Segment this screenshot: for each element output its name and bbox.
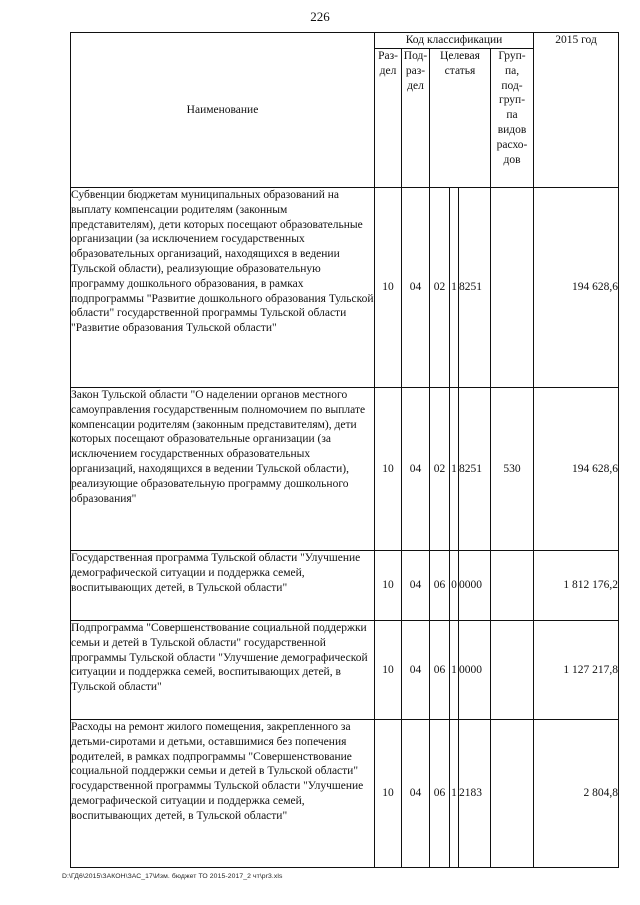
row-expense-group: 530 <box>491 388 534 551</box>
header-section: Раз- дел <box>375 49 402 188</box>
row-expense-group <box>491 551 534 621</box>
table-header <box>71 33 619 188</box>
row-program: 06 <box>430 720 450 868</box>
header-name: Наименование <box>71 33 375 188</box>
row-program: 06 <box>430 551 450 621</box>
header-expense-group: Груп- па, под- груп- па видов расхо- дов <box>491 49 534 188</box>
row-name: Подпрограмма "Совершенствование социальной поддержки семьи и детей в Тульской области" государственной программы Тульской области "Улучшение демографической ситуации и поддержка семей, воспитывающих детей, в Тульской области" <box>71 621 375 720</box>
header-target-article: Целевая статья <box>430 49 491 188</box>
row-direction: 8251 <box>459 388 491 551</box>
row-section: 10 <box>375 388 402 551</box>
row-subprogram: 1 <box>450 188 459 388</box>
row-amount: 1 812 176,2 <box>534 551 619 621</box>
row-name: Государственная программа Тульской области "Улучшение демографической ситуации и поддержка семей, воспитывающих детей, в Тульской области" <box>71 551 375 621</box>
row-amount: 1 127 217,8 <box>534 621 619 720</box>
row-section: 10 <box>375 621 402 720</box>
row-subsection: 04 <box>402 621 430 720</box>
row-expense-group <box>491 621 534 720</box>
row-name: Закон Тульской области "О наделении органов местного самоуправления государственным полномочием по выплате компенсации родителям (законным представителям), дети которых посещают образовательные организации (за исключением государственных образовательных организаций, находящихся в ведении Тульской области), реализующие образовательную программу дошкольного образования" <box>71 388 375 551</box>
row-program: 02 <box>430 388 450 551</box>
row-subsection: 04 <box>402 188 430 388</box>
file-path-footer: D:\ГД6\2015\ЗАКОН\ЗАС_17\Изм. бюджет ТО 2015-2017_2 чт\pr3.xls <box>62 873 283 880</box>
row-section: 10 <box>375 188 402 388</box>
row-direction: 2183 <box>459 720 491 868</box>
row-subprogram: 1 <box>450 720 459 868</box>
page-number: 226 <box>310 9 330 24</box>
table-body <box>71 188 619 868</box>
table-row <box>71 621 619 720</box>
row-amount: 194 628,6 <box>534 188 619 388</box>
budget-table <box>70 32 619 868</box>
row-expense-group <box>491 720 534 868</box>
row-amount: 194 628,6 <box>534 388 619 551</box>
row-section: 10 <box>375 720 402 868</box>
row-subprogram: 0 <box>450 551 459 621</box>
row-subsection: 04 <box>402 388 430 551</box>
table-row <box>71 188 619 388</box>
row-amount: 2 804,8 <box>534 720 619 868</box>
row-expense-group <box>491 188 534 388</box>
header-year: 2015 год <box>534 33 619 188</box>
header-subsection: Под- раз- дел <box>402 49 430 188</box>
row-name: Расходы на ремонт жилого помещения, закрепленного за детьми-сиротами и детьми, оставшимися без попечения родителей, в рамках подпрограммы "Совершенствование социальной поддержки семьи и детей в Тульской области" государственной программы Тульской области "Улучшение демографической ситуации и поддержка семей, воспитывающих детей, в Тульской области" <box>71 720 375 868</box>
row-subsection: 04 <box>402 720 430 868</box>
row-program: 02 <box>430 188 450 388</box>
table-row <box>71 720 619 868</box>
table-row <box>71 388 619 551</box>
row-subprogram: 1 <box>450 621 459 720</box>
header-code-classification: Код классификации <box>375 33 534 49</box>
row-direction: 8251 <box>459 188 491 388</box>
row-section: 10 <box>375 551 402 621</box>
header-row-top <box>71 33 619 49</box>
row-direction: 0000 <box>459 621 491 720</box>
row-name: Субвенции бюджетам муниципальных образований на выплату компенсации родителям (законным представителям), дети которых посещают образовательные организации (за исключением государственных образовательных организаций, находящихся в ведении Тульской области), реализующие образовательную программу дошкольного образования, в рамках подпрограммы "Развитие дошкольного образования Тульской области" государственной программы Тульской области "Развитие образования Тульской области" <box>71 188 375 388</box>
row-program: 06 <box>430 621 450 720</box>
row-subsection: 04 <box>402 551 430 621</box>
row-subprogram: 1 <box>450 388 459 551</box>
row-direction: 0000 <box>459 551 491 621</box>
table-row <box>71 551 619 621</box>
